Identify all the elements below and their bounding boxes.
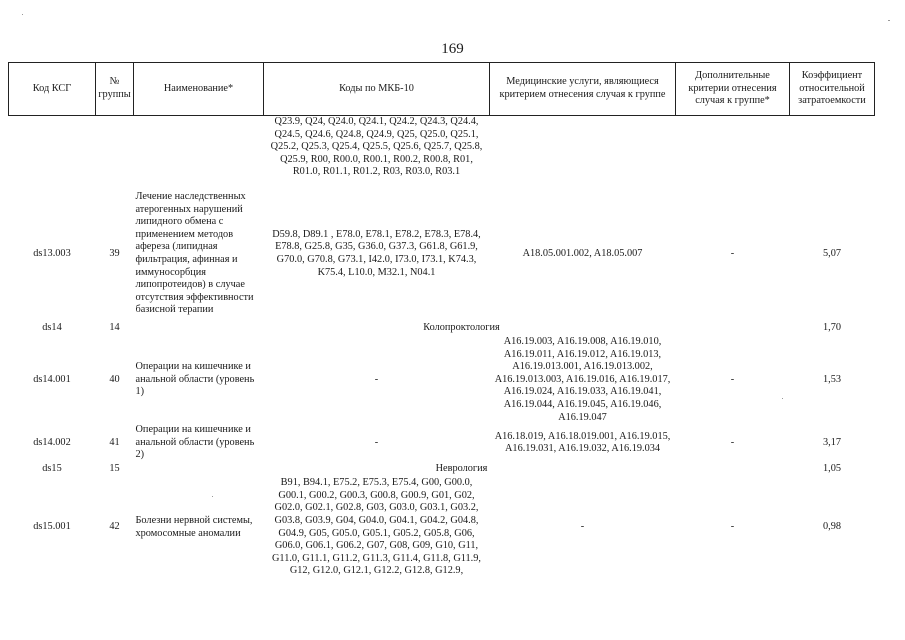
group-number: 39 — [109, 247, 120, 259]
mkb-codes: D59.8, D89.1 , E78.0, E78.1, E78.2, E78.3, E78.4, E78.8, G25.8, G35, G36.0, G37.3, G61.8, G61.9, G70.0, G70.8, G73.1, I42.0, I73.0, I73.1, K74.3, K75.4, L10.0, M32.1, N04.1 — [272, 228, 481, 278]
medical-services: A16.19.003, A16.19.008, A16.19.010, A16.19.011, A16.19.012, A16.19.013, A16.19.013.001, A16.19.013.002, A16.19.013.003, A16.19.016, A16.19.017, A16.19.024, A16.19.033, A16.19.041, A16.19.044, A16.19.045, A16.19.046, A16.19.047 — [494, 335, 671, 423]
ksg-code: ds13.003 — [33, 247, 71, 259]
header-additional-criteria: Дополнительные критерии отнесения случая к группе* — [676, 63, 790, 116]
header-mkb-codes: Коды по МКБ-10 — [264, 63, 490, 116]
group-name: Операции на кишечнике и анальной области (уровень 2) — [135, 424, 255, 461]
additional-criteria: - — [730, 521, 735, 533]
additional-criteria: - — [730, 373, 735, 385]
table-row-ds14-001 — [9, 336, 875, 424]
ksg-code: ds14 — [42, 322, 62, 334]
scan-speck — [782, 398, 783, 399]
additional-criteria: - — [730, 247, 735, 259]
table-row-continuation — [9, 116, 875, 179]
group-number: 15 — [109, 463, 120, 475]
additional-criteria: - — [730, 436, 735, 448]
coefficient: 0,98 — [822, 521, 842, 533]
header-coefficient: Коэффициент относительной затратоемкости — [790, 63, 875, 116]
table-row-ds15-001 — [9, 477, 875, 578]
header-medical-services: Медицинские услуги, являющиеся критерием отнесения случая к группе — [490, 63, 676, 116]
coefficient: 1,05 — [822, 463, 842, 475]
medical-services: A18.05.001.002, A18.05.007 — [522, 247, 643, 259]
section-title: Колопроктология — [423, 322, 500, 334]
header-ksg-code: Код КСГ — [9, 63, 96, 116]
ksg-code: ds14.001 — [33, 373, 71, 385]
table-row-ds13-003 — [9, 187, 875, 321]
coefficient: 1,53 — [822, 373, 842, 385]
page-number: 169 — [441, 41, 464, 57]
group-name: Лечение наследственных атерогенных нарушений липидного обмена с применением методов афереза (липидная фильтрация, афинная и иммуносорбция липопротеидов) в случае отсутствия эффективности базисной терапии — [135, 191, 254, 316]
header-group-number: № группы — [96, 63, 134, 116]
group-name: Операции на кишечнике и анальной области (уровень 1) — [135, 361, 255, 398]
mkb-codes: - — [374, 436, 379, 448]
medical-services: - — [580, 521, 585, 533]
ksg-table — [8, 62, 875, 578]
coefficient: 1,70 — [822, 322, 842, 334]
table-header-row — [9, 63, 875, 116]
coefficient: 5,07 — [822, 247, 842, 259]
table-row-ds14-002 — [9, 424, 875, 462]
mkb-codes-continuation: Q23.9, Q24, Q24.0, Q24.1, Q24.2, Q24.3, Q24.4, Q24.5, Q24.6, Q24.8, Q24.9, Q25, Q25.0, Q25.1, Q25.2, Q25.3, Q25.4, Q25.5, Q25.6, Q25.7, Q25.8, Q25.9, R00, R00.0, R00.1, R00.2, R00.8, R01, R01.0, R01.1, R01.2, R03, R03.0, R03.1 — [270, 116, 483, 178]
medical-services: A16.18.019, A16.18.019.001, A16.19.015, A16.19.031, A16.19.032, A16.19.034 — [494, 430, 671, 455]
table-row-ds15 — [9, 462, 875, 477]
mkb-codes: - — [374, 373, 379, 385]
group-name: Болезни нервной системы, хромосомные аномалии — [135, 514, 253, 539]
ksg-code: ds15 — [42, 463, 62, 475]
section-title: Неврология — [435, 463, 488, 475]
table-row-ds14 — [9, 321, 875, 336]
group-number: 40 — [109, 373, 120, 385]
scan-speck — [212, 496, 213, 497]
scan-speck — [22, 14, 23, 15]
group-number: 41 — [109, 436, 120, 448]
group-number: 42 — [109, 521, 120, 533]
header-name: Наименование* — [134, 63, 264, 116]
ksg-code: ds14.002 — [33, 436, 71, 448]
scan-speck — [888, 20, 890, 21]
ksg-code: ds15.001 — [33, 521, 71, 533]
coefficient: 3,17 — [822, 436, 842, 448]
mkb-codes: B91, B94.1, E75.2, E75.3, E75.4, G00, G00.0, G00.1, G00.2, G00.3, G00.8, G00.9, G01, G02, G02.0, G02.1, G02.8, G03, G03.0, G03.1, G03.2, G03.8, G03.9, G04, G04.0, G04.1, G04.2, G04.8, G04.9, G05, G05.0, G05.1, G05.2, G05.8, G06, G06.0, G06.1, G06.2, G07, G08, G09, G10, G11, G11.0, G11.1, G11.2, G11.3, G11.4, G11.8, G11.9, G12, G12.0, G12.1, G12.2, G12.8, G12.9, — [272, 477, 481, 577]
group-number: 14 — [109, 322, 120, 334]
